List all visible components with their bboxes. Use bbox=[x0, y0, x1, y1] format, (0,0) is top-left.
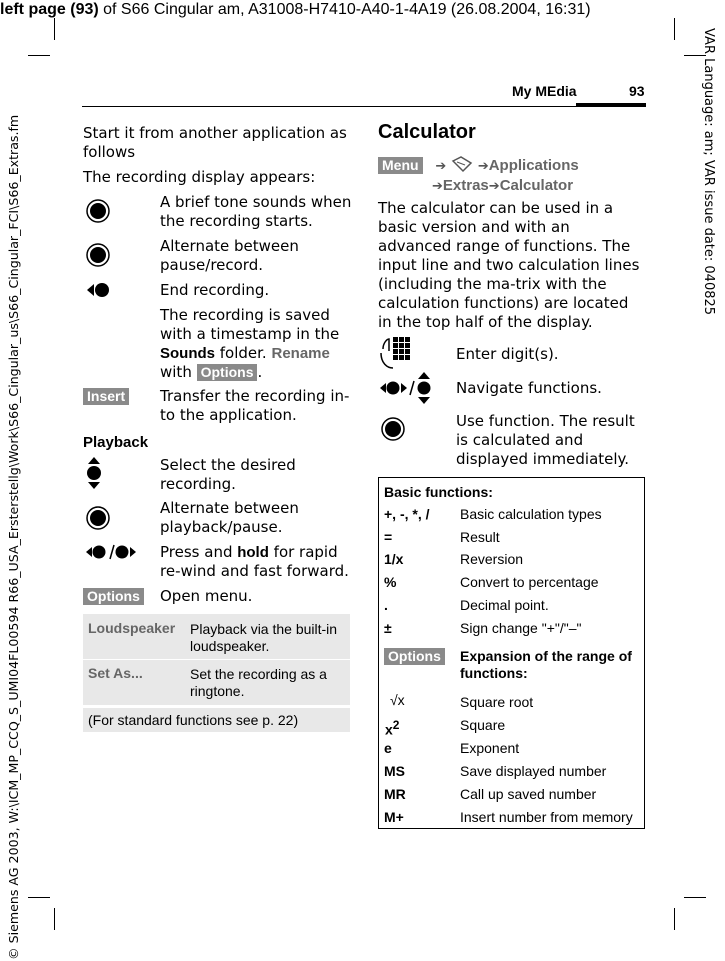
insert-softkey: Insert bbox=[83, 388, 129, 405]
square-exp: 2 bbox=[392, 718, 400, 732]
function-key: MR bbox=[384, 786, 406, 802]
rewind-hold: hold bbox=[237, 544, 269, 561]
navigate-keys-icon bbox=[378, 370, 434, 406]
square-base: x bbox=[385, 721, 393, 738]
function-key: +, -, *, / bbox=[384, 506, 430, 522]
function-value: Decimal point. bbox=[460, 597, 549, 613]
function-key: 1/x bbox=[384, 551, 404, 567]
table-key: Loudspeaker bbox=[88, 620, 176, 636]
rec-row-text: A brief tone sounds when the recording starts. bbox=[160, 193, 352, 230]
rewind-post: for rapid re-wind and fast forward. bbox=[160, 543, 349, 580]
function-row bbox=[384, 550, 644, 570]
function-key: = bbox=[384, 529, 393, 545]
side-info-left: © Siemens AG 2003, W:\ICM_MP_CCQ_S_UMI04FL00594 R66_USA_Ersterstellg\Work\S66_Cingular_us\S66_Cingular_FCI\S66_Extras.fm bbox=[6, 114, 21, 960]
function-value: Call up saved number bbox=[460, 786, 597, 802]
left-right-key-icon bbox=[84, 542, 138, 562]
function-row bbox=[384, 528, 644, 548]
function-value: Result bbox=[460, 529, 500, 545]
function-key: MS bbox=[384, 763, 405, 779]
insert-softkey-wrap bbox=[83, 387, 129, 406]
table-footer bbox=[83, 708, 350, 732]
calc-row-text: Use function. The result is calculated and displayed immediately. bbox=[456, 412, 635, 468]
insert-text: Transfer the recording in-to the application. bbox=[160, 387, 350, 424]
play-row-text: Select the desired recording. bbox=[160, 456, 296, 493]
function-value: Convert to percentage bbox=[460, 574, 599, 590]
file-info-bold: left page (93) bbox=[0, 1, 99, 18]
function-key: e bbox=[384, 740, 392, 756]
table-key: Set As... bbox=[88, 665, 143, 681]
rec-row-text: Alternate between pause/record. bbox=[160, 237, 299, 274]
crop-mark bbox=[54, 18, 55, 40]
header-rule-bold bbox=[576, 103, 646, 107]
function-key: M+ bbox=[384, 809, 404, 825]
rewind-pre: Press and bbox=[160, 543, 238, 561]
play-row-text: Alternate between playback/pause. bbox=[160, 499, 299, 536]
function-value: Square bbox=[460, 717, 506, 733]
options-softkey: Options bbox=[384, 648, 445, 665]
calc-row-text: Navigate functions. bbox=[456, 379, 602, 397]
side-info-right: VAR Language: am; VAR issue date: 040825 bbox=[701, 28, 716, 316]
table-value: Set the recording as a ringtone. bbox=[190, 666, 327, 699]
options-expansion-text: Expansion of the range of functions: bbox=[460, 648, 632, 681]
rename-label: Rename bbox=[271, 345, 330, 362]
crop-mark bbox=[674, 18, 675, 40]
function-row bbox=[384, 739, 644, 759]
table-value: Playback via the built-in loudspeaker. bbox=[190, 621, 338, 654]
saved-with: with bbox=[160, 363, 197, 381]
calculator-description: The calculator can be used in a basic version and with an advanced range of functions. The input line and two calculation lines (including the ma-trix with the calculation functions) are located in the top half of the display. bbox=[378, 199, 640, 331]
sounds-folder: Sounds bbox=[160, 345, 215, 362]
saved-end: . bbox=[257, 363, 263, 381]
path-extras: Extras bbox=[442, 177, 489, 194]
crop-mark bbox=[54, 908, 55, 930]
function-row bbox=[384, 785, 644, 805]
function-value: Exponent bbox=[460, 740, 520, 756]
rewind-text bbox=[160, 543, 352, 581]
table-row bbox=[83, 614, 350, 660]
file-info-rest: of S66 Cingular am, A31008-H7410-A40-1-4A19 (26.08.2004, 16:31) bbox=[98, 1, 591, 18]
options-softkey-wrap bbox=[83, 587, 144, 606]
table-footer-text: (For standard functions see p. 22) bbox=[88, 712, 299, 728]
function-row bbox=[384, 808, 644, 828]
function-row bbox=[384, 714, 644, 736]
arrow-icon: ➔ bbox=[477, 159, 489, 174]
crop-mark bbox=[28, 55, 50, 56]
center-key-icon bbox=[85, 505, 111, 531]
file-info-line bbox=[0, 0, 591, 19]
function-value: Insert number from memory bbox=[460, 809, 633, 825]
crop-mark bbox=[674, 908, 675, 930]
up-down-key-icon bbox=[84, 455, 104, 491]
function-row bbox=[384, 596, 644, 616]
options-softkey: Options bbox=[83, 588, 144, 605]
header-rule bbox=[82, 106, 576, 107]
function-value: Sign change "+"/"–" bbox=[460, 620, 582, 636]
function-value: Reversion bbox=[460, 551, 524, 567]
options-row bbox=[384, 648, 644, 688]
recording-display-text: The recording display appears: bbox=[83, 168, 316, 186]
playback-heading: Playback bbox=[83, 434, 149, 451]
center-key-icon bbox=[85, 242, 111, 268]
left-key-icon bbox=[84, 280, 112, 300]
options-table bbox=[83, 614, 350, 732]
center-key-icon bbox=[380, 416, 406, 442]
phone-menu-icon bbox=[451, 155, 473, 173]
page-header-title: My MEdia bbox=[512, 83, 577, 99]
rec-row-text: End recording. bbox=[160, 281, 270, 299]
table-row bbox=[83, 660, 350, 708]
function-row bbox=[384, 619, 644, 639]
center-key-icon bbox=[85, 198, 111, 224]
options-softkey: Options bbox=[197, 364, 258, 381]
function-row bbox=[384, 691, 644, 713]
menu-softkey: Menu bbox=[378, 157, 423, 174]
arrow-icon: ➔ bbox=[435, 159, 447, 174]
saved-pre: The recording is saved with a timestamp in the bbox=[160, 306, 340, 343]
function-row bbox=[384, 762, 644, 782]
arrow-icon: ➔ bbox=[488, 179, 500, 194]
path-calculator: Calculator bbox=[499, 177, 574, 194]
saved-text bbox=[160, 306, 350, 382]
sqrt-glyph: √x bbox=[390, 692, 405, 708]
intro-text: Start it from another application as follows bbox=[83, 124, 347, 161]
function-value: Save displayed number bbox=[460, 763, 607, 779]
square-glyph bbox=[385, 716, 399, 740]
saved-mid: folder. bbox=[215, 344, 272, 362]
function-key: . bbox=[384, 597, 388, 613]
function-row bbox=[384, 573, 644, 593]
basic-functions-heading: Basic functions: bbox=[384, 484, 493, 500]
function-row bbox=[384, 505, 644, 525]
arrow-icon: ➔ bbox=[432, 179, 443, 194]
calc-row-text: Enter digit(s). bbox=[456, 345, 559, 363]
function-key: ± bbox=[384, 620, 392, 636]
keypad-icon bbox=[379, 335, 411, 371]
page-number: 93 bbox=[629, 83, 645, 99]
function-value: Square root bbox=[460, 694, 534, 710]
function-key: % bbox=[384, 574, 397, 590]
functions-box bbox=[378, 477, 645, 829]
crop-mark bbox=[28, 897, 50, 898]
function-value: Basic calculation types bbox=[460, 506, 602, 522]
menu-path bbox=[378, 155, 648, 196]
options-text: Open menu. bbox=[160, 587, 253, 605]
crop-mark bbox=[684, 897, 706, 898]
section-title: Calculator bbox=[378, 121, 476, 143]
path-applications: Applications bbox=[488, 157, 579, 174]
